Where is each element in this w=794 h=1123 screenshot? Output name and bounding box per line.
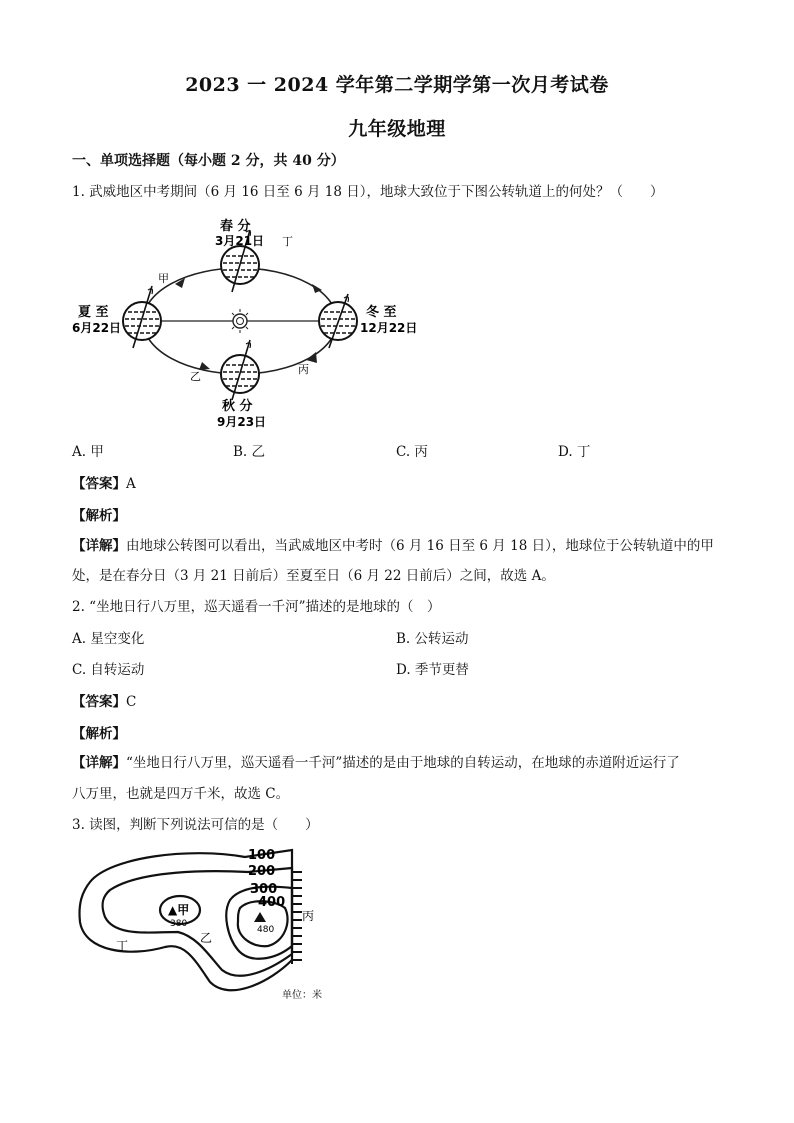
contour-label-200: 200 [248, 864, 276, 879]
orbit-diagram [60, 210, 420, 435]
place-label-yi: 乙 [200, 931, 213, 945]
q1-stem: 1. 武威地区中考期间（6 月 16 日至 6 月 18 日），地球大致位于下图公转轨道上的何处？（ ） [72, 184, 664, 200]
autumn-label: 秋 分 [222, 399, 253, 414]
cliff-symbol [292, 870, 302, 964]
q2-option-b: B. 公转运动 [396, 631, 469, 647]
q2-option-c: C. 自转运动 [72, 662, 145, 678]
orbit-arrow-icon [199, 362, 210, 370]
summer-date: 6月22日 [72, 321, 122, 335]
q1-detail-line2: 处，是在春分日（3 月 21 日前后）至夏至日（6 月 22 日前后）之间，故选 A。 [72, 568, 555, 584]
contour-map [70, 842, 350, 1007]
peak-jia-elevation: 380 [170, 919, 188, 929]
contour-label-400: 400 [258, 895, 286, 910]
q2-answer: 【答案】C [72, 694, 137, 710]
q1-detail-line1: 【详解】由地球公转图可以看出，当武威地区中考时（6 月 16 日至 6 月 18 日），地球位于公转轨道中的甲 [72, 538, 714, 554]
q1-answer: 【答案】A [72, 476, 136, 492]
autumn-date: 9月23日 [217, 415, 267, 429]
peak-jia-label: ▲甲 [168, 903, 190, 917]
contour-label-300: 300 [250, 882, 278, 897]
q1-analysis-tag: 【解析】 [72, 508, 126, 524]
peak2-elevation: 480 [257, 925, 275, 935]
winter-label: 冬 至 [366, 305, 397, 320]
summer-label: 夏 至 [78, 305, 109, 320]
unit-label: 单位：米 [282, 990, 322, 1001]
q2-detail-line1: 【详解】“坐地日行八万里，巡天遥看一千河”描述的是由于地球的自转运动，在地球的赤道附近运行了 [72, 755, 680, 771]
q2-analysis-tag: 【解析】 [72, 726, 126, 742]
q2-detail-line2: 八万里，也就是四万千米，故选 C。 [72, 786, 290, 802]
orbit-label-jia: 甲 [158, 272, 169, 285]
place-label-bing: 丙 [302, 909, 315, 923]
contour-label-100: 100 [248, 848, 276, 863]
q3-stem: 3. 读图，判断下列说法可信的是（ ） [72, 817, 319, 833]
q1-option-a: A. 甲 [72, 444, 104, 460]
q2-stem: 2. “坐地日行八万里，巡天遥看一千河”描述的是地球的（ ） [72, 599, 441, 615]
q1-option-d: D. 丁 [558, 444, 591, 460]
q1-option-b: B. 乙 [233, 444, 266, 460]
winter-date: 12月22日 [360, 321, 418, 335]
orbit-arrow-icon [306, 352, 317, 363]
page-title: 2023 一 2024 学年第二学期学第一次月考试卷 [185, 74, 609, 96]
place-label-ding: 丁 [116, 939, 129, 953]
orbit-label-ding: 丁 [282, 235, 293, 248]
q2-option-a: A. 星空变化 [72, 631, 145, 647]
earth-winter-icon [319, 294, 357, 348]
peak-triangle-icon [254, 912, 266, 922]
q1-option-c: C. 丙 [396, 444, 428, 460]
spring-label: 春 分 [220, 219, 251, 234]
page-subtitle: 九年级地理 [348, 118, 446, 140]
q2-option-d: D. 季节更替 [396, 662, 469, 678]
spring-date: 3月21日 [215, 234, 265, 248]
section-heading: 一、单项选择题（每小题 2 分，共 40 分） [72, 153, 345, 169]
orbit-label-yi: 乙 [190, 370, 201, 383]
orbit-label-bing: 丙 [298, 363, 309, 376]
earth-autumn-icon [221, 340, 259, 400]
